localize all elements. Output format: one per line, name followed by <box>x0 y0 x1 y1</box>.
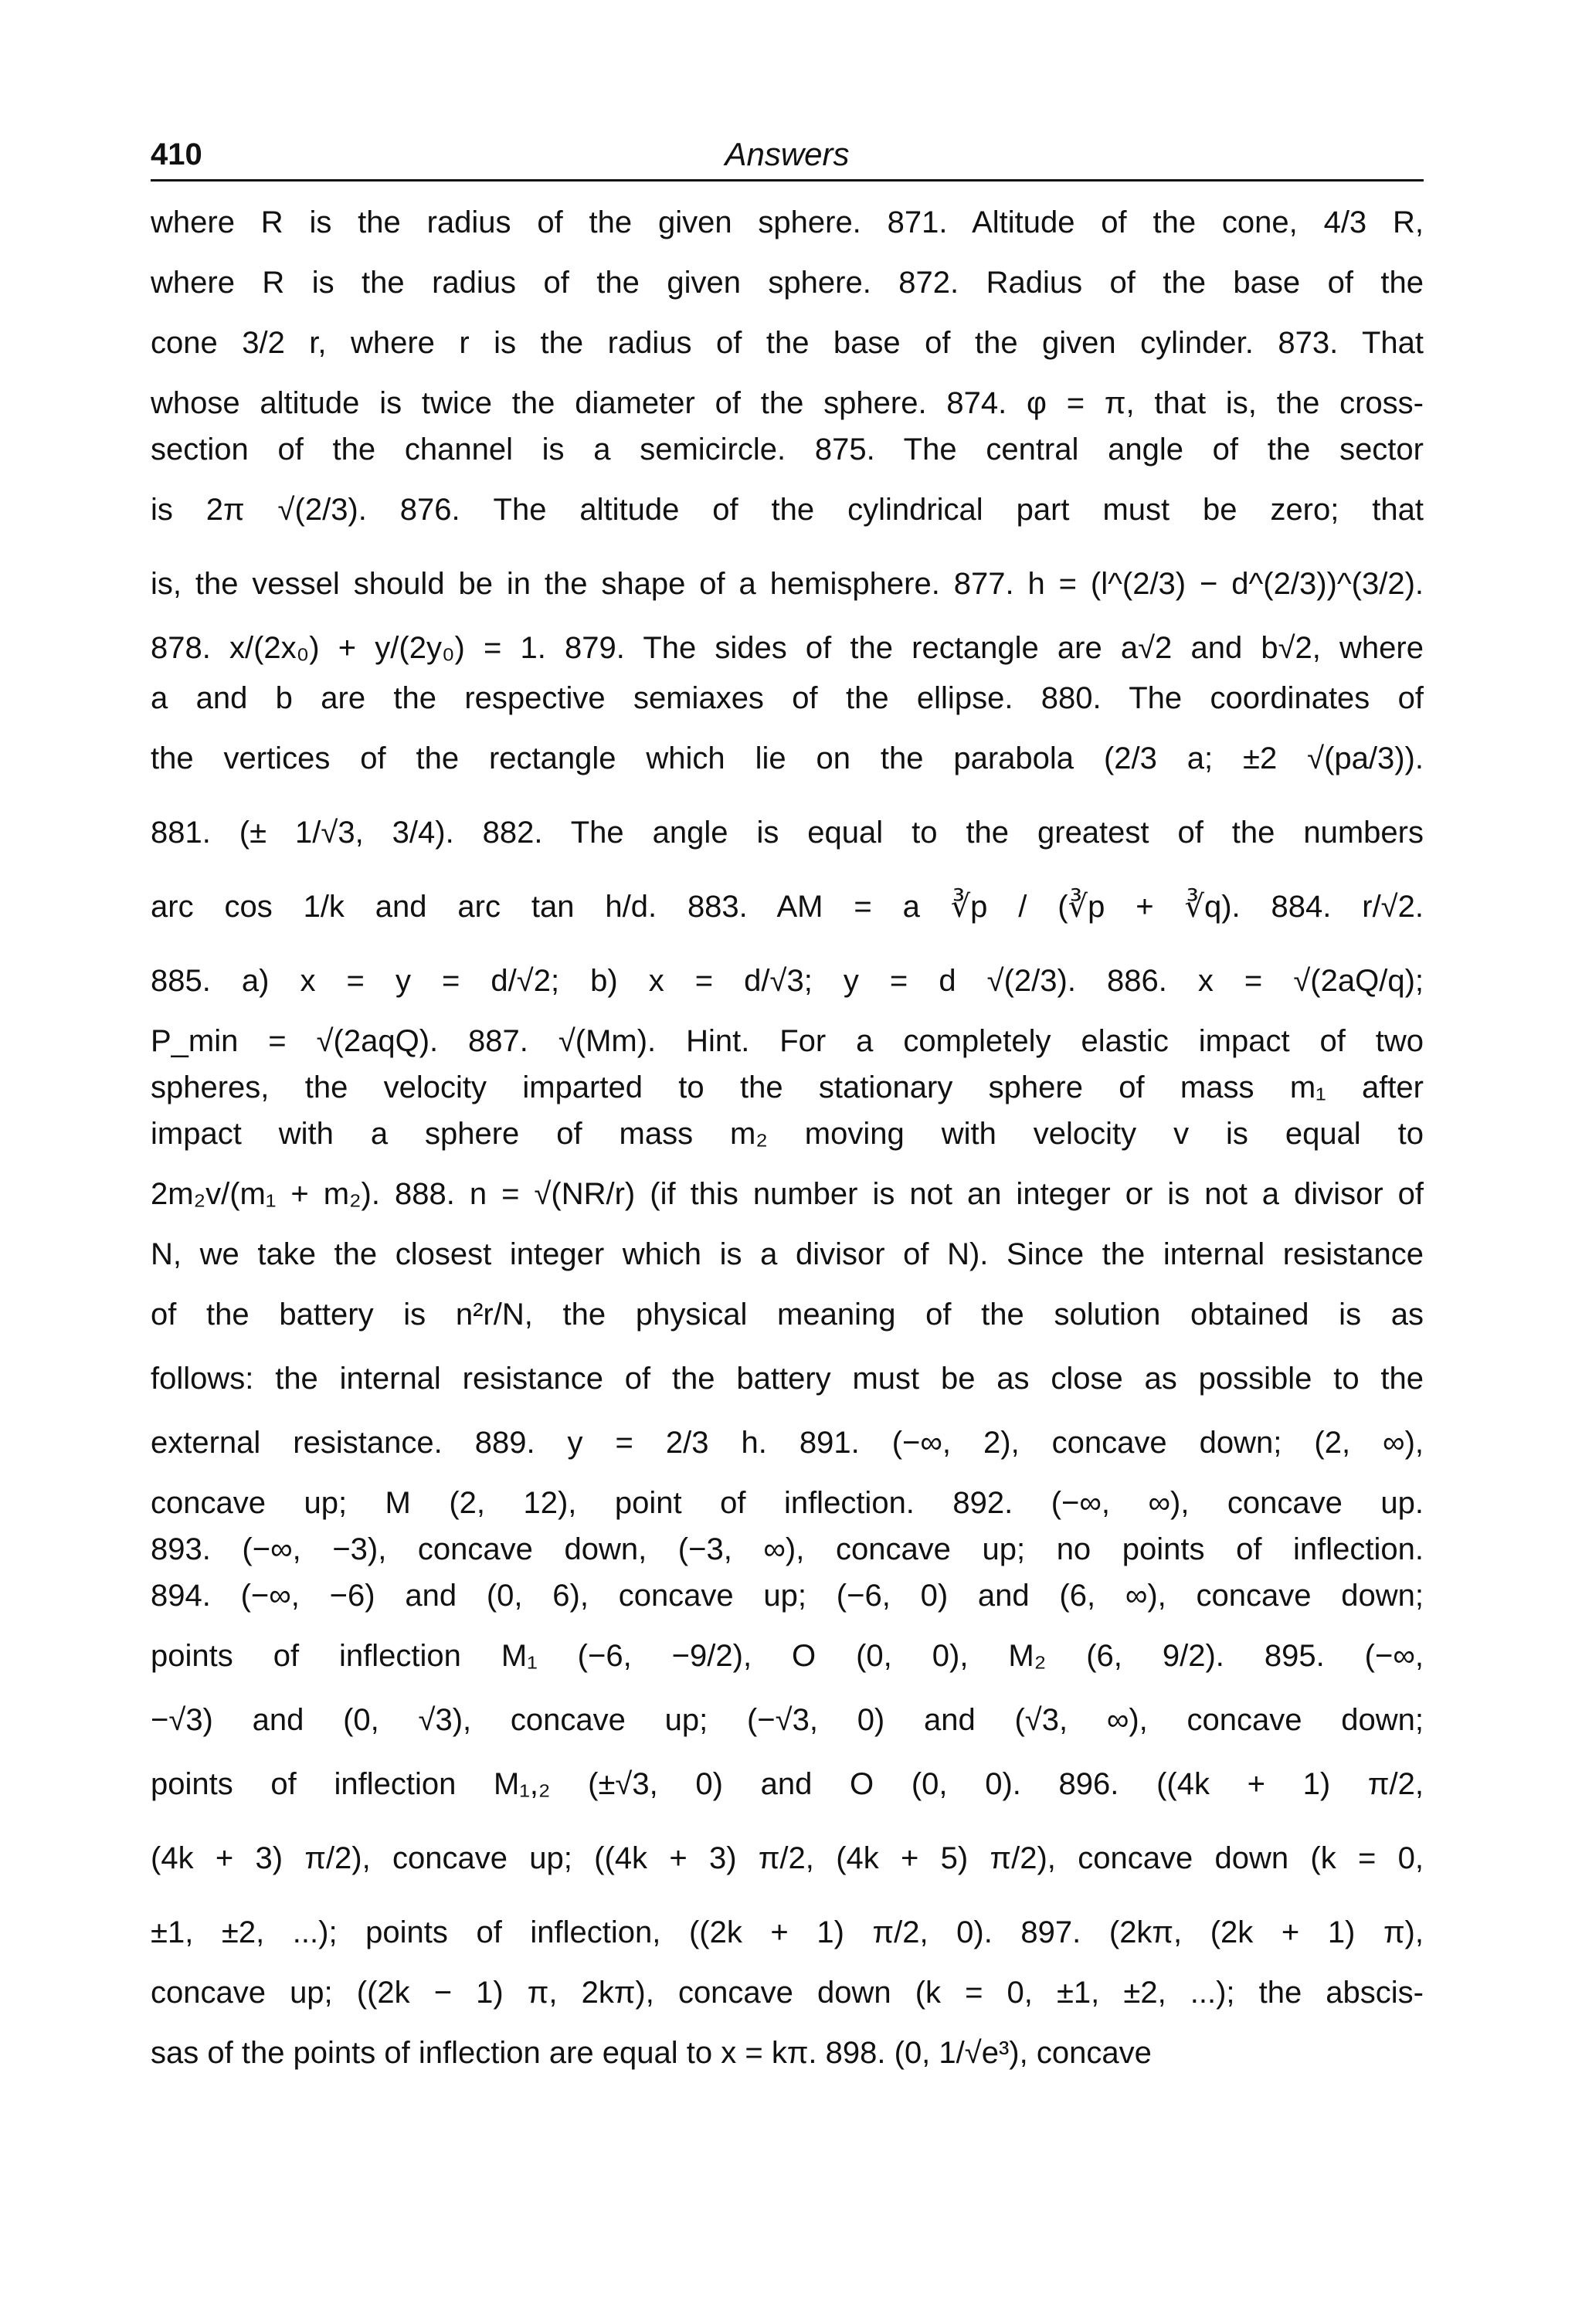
text-line: points of inflection M₁,₂ (±√3, 0) and O (0, 0). 896. ((4k + 1) π/2, <box>151 1767 1424 1801</box>
text-line: 878. x/(2x₀) + y/(2y₀) = 1. 879. The sides of the rectangle are a√2 and b√2, where <box>151 631 1424 665</box>
text-line: spheres, the velocity imparted to the stationary sphere of mass m₁ after <box>151 1070 1424 1104</box>
text-line: points of inflection M₁ (−6, −9/2), O (0, 0), M₂ (6, 9/2). 895. (−∞, <box>151 1639 1424 1673</box>
text-line: concave up; ((2k − 1) π, 2kπ), concave down (k = 0, ±1, ±2, ...); the abscis- <box>151 1976 1424 2010</box>
text-line: (4k + 3) π/2), concave up; ((4k + 3) π/2, (4k + 5) π/2), concave down (k = 0, <box>151 1841 1424 1875</box>
text-line: arc cos 1/k and arc tan h/d. 883. AM = a ∛p / (∛p + ∛q). 884. r/√2. <box>151 890 1424 924</box>
running-title: Answers <box>725 136 850 172</box>
text-line: where R is the radius of the given sphere. 871. Altitude of the cone, 4/3 R, <box>151 205 1424 239</box>
text-line: 893. (−∞, −3), concave down, (−3, ∞), concave up; no points of inflection. <box>151 1532 1424 1566</box>
text-line: 894. (−∞, −6) and (0, 6), concave up; (−6, 0) and (6, ∞), concave down; <box>151 1579 1424 1613</box>
text-line: where R is the radius of the given sphere. 872. Radius of the base of the <box>151 266 1424 300</box>
page-header <box>151 130 1424 182</box>
text-line: 885. a) x = y = d/√2; b) x = d/√3; y = d √(2/3). 886. x = √(2aQ/q); <box>151 964 1424 998</box>
text-line: −√3) and (0, √3), concave up; (−√3, 0) and (√3, ∞), concave down; <box>151 1703 1424 1737</box>
text-line: N, we take the closest integer which is a divisor of N). Since the internal resistance <box>151 1237 1424 1271</box>
text-line: is, the vessel should be in the shape of a hemisphere. 877. h = (l^(2/3) − d^(2/3))^(3/2). <box>151 567 1424 601</box>
text-line: of the battery is n²r/N, the physical meaning of the solution obtained is as <box>151 1298 1424 1332</box>
text-line: follows: the internal resistance of the battery must be as close as possible to the <box>151 1362 1424 1396</box>
text-line: P_min = √(2aqQ). 887. √(Mm). Hint. For a completely elastic impact of two <box>151 1024 1424 1058</box>
text-line: section of the channel is a semicircle. 875. The central angle of the sector <box>151 433 1424 466</box>
text-line: a and b are the respective semiaxes of the ellipse. 880. The coordinates of <box>151 681 1424 715</box>
page-number: 410 <box>151 137 202 171</box>
text-line: whose altitude is twice the diameter of the sphere. 874. φ = π, that is, the cross- <box>151 386 1424 420</box>
text-line: sas of the points of inflection are equal to x = kπ. 898. (0, 1/√e³), concave <box>151 2036 1152 2070</box>
text-line: is 2π √(2/3). 876. The altitude of the cylindrical part must be zero; that <box>151 493 1424 527</box>
text-line: concave up; M (2, 12), point of inflection. 892. (−∞, ∞), concave up. <box>151 1486 1424 1520</box>
text-line: 2m₂v/(m₁ + m₂). 888. n = √(NR/r) (if this number is not an integer or is not a divisor of <box>151 1177 1424 1211</box>
text-line: external resistance. 889. y = 2/3 h. 891. (−∞, 2), concave down; (2, ∞), <box>151 1426 1424 1460</box>
text-line: cone 3/2 r, where r is the radius of the base of the given cylinder. 873. That <box>151 326 1424 360</box>
text-line: impact with a sphere of mass m₂ moving with velocity v is equal to <box>151 1117 1424 1151</box>
text-line: the vertices of the rectangle which lie on the parabola (2/3 a; ±2 √(pa/3)). <box>151 741 1424 775</box>
text-line: 881. (± 1/√3, 3/4). 882. The angle is equal to the greatest of the numbers <box>151 816 1424 850</box>
text-line: ±1, ±2, ...); points of inflection, ((2k + 1) π/2, 0). 897. (2kπ, (2k + 1) π), <box>151 1915 1424 1949</box>
answers-text <box>151 185 1424 2090</box>
